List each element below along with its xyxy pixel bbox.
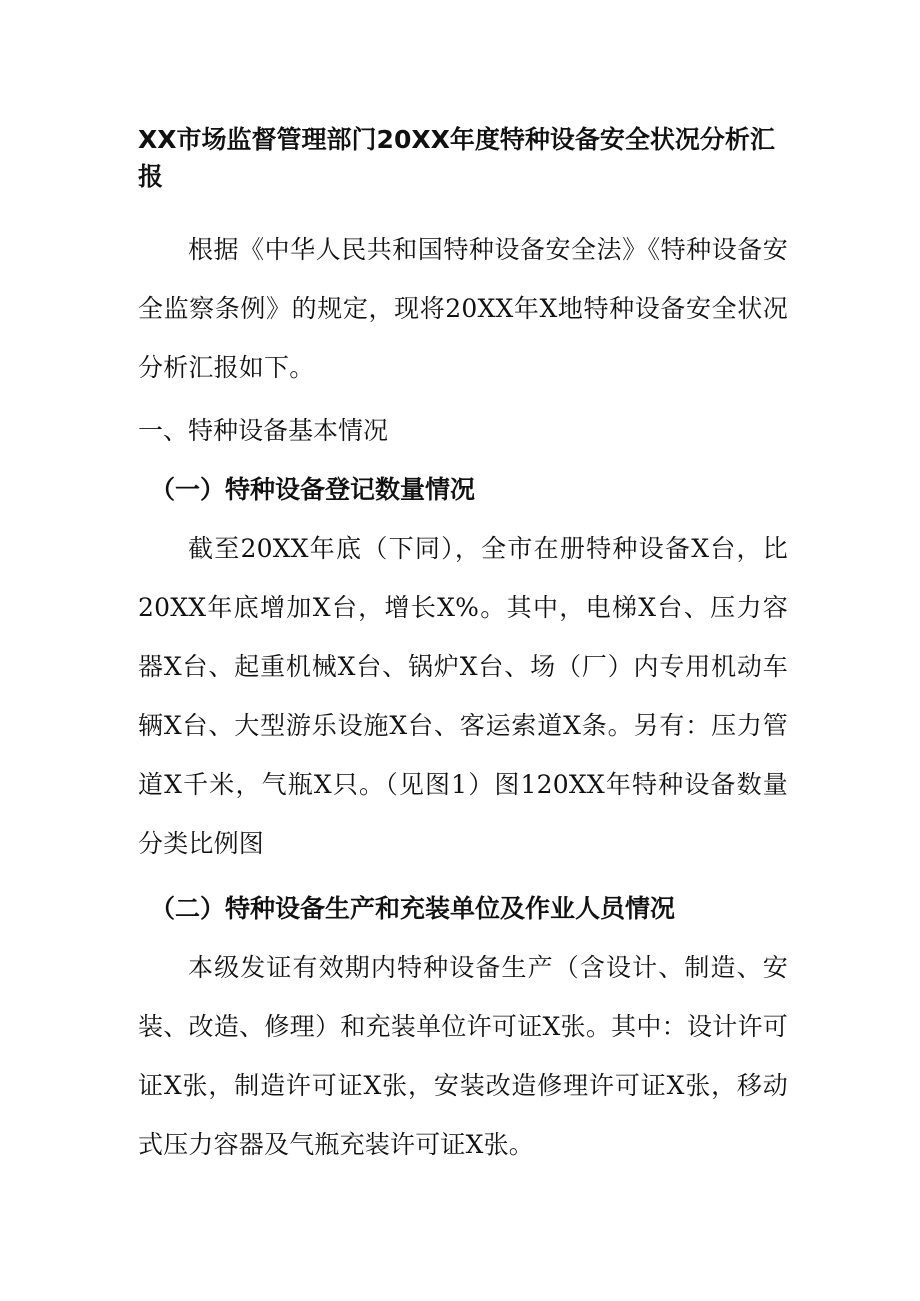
document-body: [138, 121, 788, 1174]
intro-paragraph: 根据《中华人民共和国特种设备安全法》《特种设备安全监察条例》的规定，现将20XX年X地特种设备安全状况分析汇报如下。: [138, 235, 788, 382]
production-units-paragraph: 本级发证有效期内特种设备生产（含设计、制造、安装、改造、修理）和充装单位许可证X张。其中：设计许可证X张，制造许可证X张，安装改造修理许可证X张，移动式压力容器及气瓶充装许可证X张。: [138, 953, 788, 1159]
document-title: XX市场监督管理部门20XX年度特种设备安全状况分析汇报: [138, 125, 775, 191]
subsection-heading-registration: （一）特种设备登记数量情况: [150, 475, 476, 504]
registration-paragraph: 截至20XX年底（下同），全市在册特种设备X台，比20XX年底增加X台，增长X%。其中，电梯X台、压力容器X台、起重机械X台、锅炉X台、场（厂）内专用机动车辆X台、大型游乐设施X台、客运索道X条。另有：压力管道X千米，气瓶X只。（见图1）图120XX年特种设备数量分类比例图: [138, 534, 788, 858]
section-heading-basic-situation: 一、特种设备基本情况: [138, 416, 389, 445]
subsection-heading-production-units: （二）特种设备生产和充装单位及作业人员情况: [150, 894, 676, 923]
